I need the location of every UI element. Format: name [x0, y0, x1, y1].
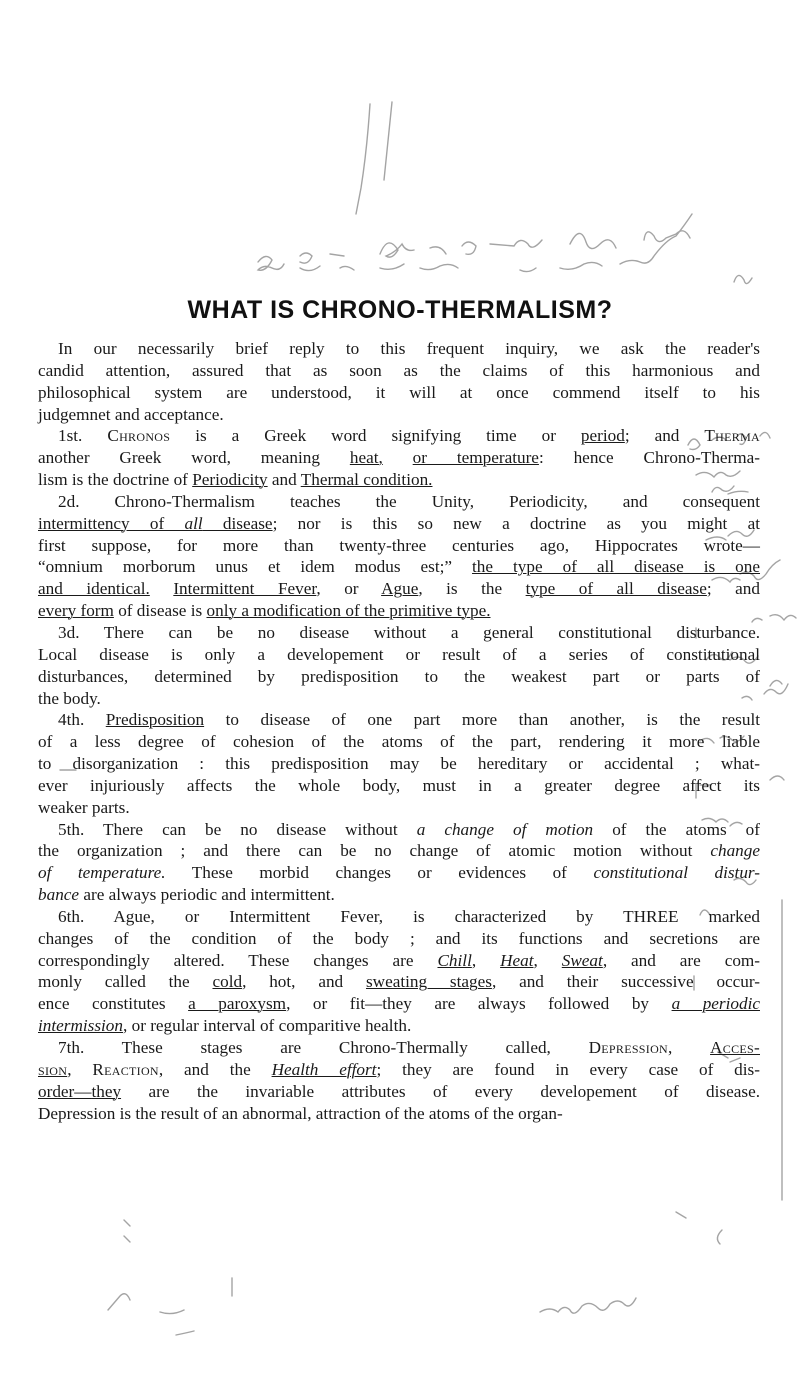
- point-4-line: 4th. Predisposition to disease of one part more than another, is the result: [58, 710, 760, 730]
- point-2-line: “omnium morborum unus et idem modus est;” the type of all disease is one: [38, 557, 761, 577]
- point-4-line: ever injuriously affects the whole body, must in a greater degree affect its: [38, 775, 760, 795]
- point-4-line: to disorganization : this predisposition may be hereditary or accidental ; what-: [38, 754, 760, 774]
- point-5-line: bance are always periodic and intermittent.: [38, 885, 335, 905]
- point-6-line: monly called the cold, hot, and sweating stages, and their successive occur-: [38, 972, 761, 992]
- intro-line: candid attention, assured that as soon as the claims of this harmonious and: [38, 360, 760, 380]
- point-5-line: 5th. There can be no disease without a change of motion of the atoms of: [58, 819, 760, 839]
- point-7-line: sion, Reaction, and the Health effort; they are found in every case of dis-: [38, 1059, 760, 1079]
- point-3-line: 3d. There can be no disease without a general constitutional disturbance.: [58, 622, 760, 642]
- point-2-line: first suppose, for more than twenty-three centuries ago, Hippocrates wrote—: [38, 535, 760, 555]
- point-7-line: 7th. These stages are Chrono-Thermally called, Depression, Acces-: [58, 1038, 760, 1057]
- point-3-line: the body.: [38, 688, 101, 708]
- point-7-line: Depression is the result of an abnormal, attraction of the atoms of the organ-: [38, 1103, 563, 1123]
- point-6-line: changes of the condition of the body ; and its functions and secretions are: [38, 928, 760, 948]
- point-6-line: correspondingly altered. These changes are Chill, Heat, Sweat, and are com-: [38, 950, 761, 970]
- point-1-line: lism is the doctrine of Periodicity and Thermal condition.: [38, 470, 433, 490]
- point-1-line: another Greek word, meaning heat, or temperature: hence Chrono-Therma-: [38, 448, 760, 468]
- point-5-line: of temperature. These morbid changes or evidences of constitutional distur-: [38, 863, 760, 883]
- intro-line: judgemnet and acceptance.: [38, 404, 224, 424]
- point-3-line: Local disease is only a developement or result of a series of constitutional: [38, 644, 760, 664]
- page-title: WHAT IS CHRONO-THERMALISM?: [187, 296, 613, 324]
- point-2-line: every form of disease is only a modification of the primitive type.: [38, 601, 491, 621]
- point-6-line: 6th. Ague, or Intermittent Fever, is characterized by THREE marked: [58, 906, 760, 926]
- point-2-line: and identical. Intermittent Fever, or Ague, is the type of all disease; and: [38, 579, 760, 599]
- intro-line: In our necessarily brief reply to this frequent inquiry, we ask the reader's: [58, 339, 760, 358]
- point-2-line: 2d. Chrono-Thermalism teaches the Unity, Periodicity, and consequent: [58, 491, 760, 511]
- point-5-line: the organization ; and there can be no change of atomic motion without change: [38, 841, 760, 861]
- point-6-line: ence constitutes a paroxysm, or fit—they are always followed by a periodic: [38, 994, 760, 1014]
- point-2-line: intermittency of all disease; nor is this so new a doctrine as you might at: [38, 513, 760, 533]
- point-4-line: of a less degree of cohesion of the atoms of the part, rendering it more liable: [38, 732, 760, 752]
- point-7-line: order—they are the invariable attributes of every developement of disease.: [38, 1081, 760, 1101]
- point-3-line: disturbances, determined by predisposition to the weakest part or parts of: [38, 666, 760, 686]
- intro-line: philosophical system are understood, it will at once commend itself to his: [38, 382, 760, 402]
- point-6-line: intermission, or regular interval of comparitive health.: [38, 1016, 412, 1036]
- point-1-line: 1st. Chronos is a Greek word signifying time or period; and Therma: [58, 426, 761, 446]
- point-4-line: weaker parts.: [38, 797, 130, 817]
- article-body: [38, 338, 760, 1124]
